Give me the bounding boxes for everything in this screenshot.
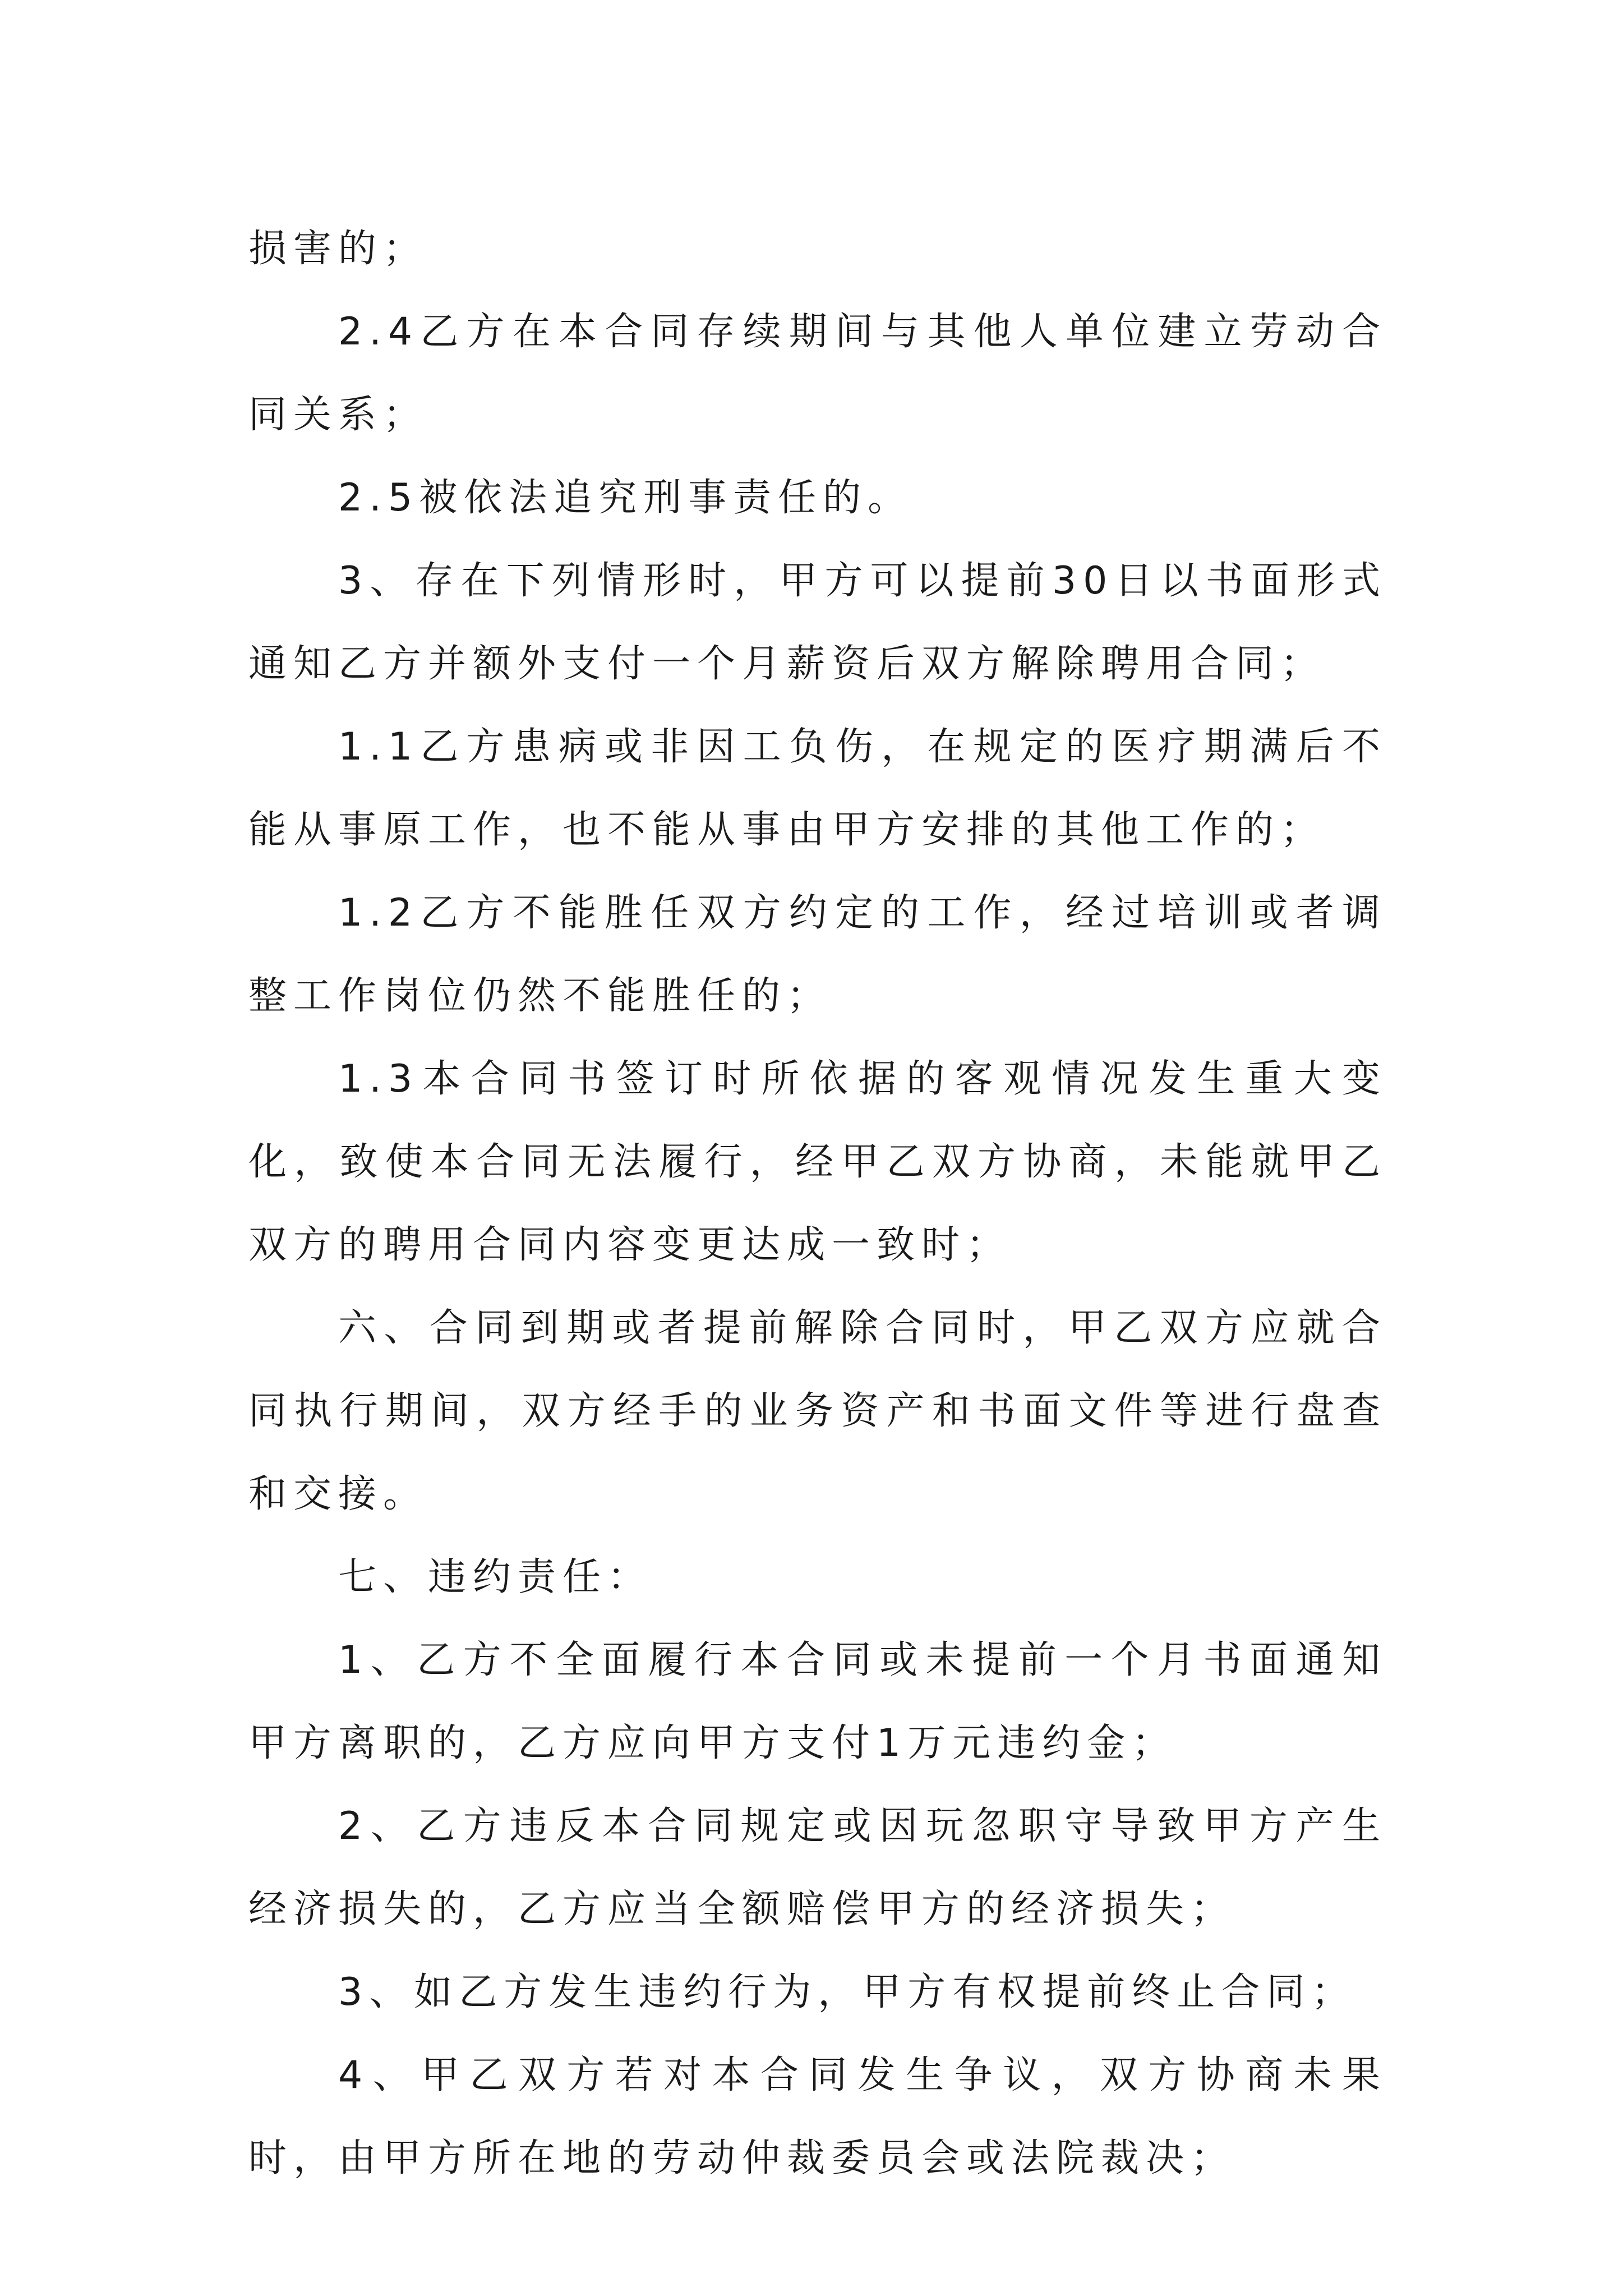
liability-4: 4、甲乙双方若对本合同发生争议，双方协商未果时，由甲方所在地的劳动仲裁委员会或法院裁决； [248,2053,1387,2180]
paragraph-continuation: 损害的； [248,227,428,271]
clause-2-4: 2.4乙方在本合同存续期间与其他人单位建立劳动合同关系； [248,310,1387,437]
section-7-heading: 七、违约责任： [338,1555,653,1599]
clause-1-3: 1.3本合同书签订时所依据的客观情况发生重大变化，致使本合同无法履行，经甲乙双方协商，未能就甲乙双方的聘用合同内容变更达成一致时； [248,1057,1387,1267]
clause-2-5: 2.5被依法追究刑事责任的。 [338,476,913,520]
liability-1: 1、乙方不全面履行本合同或未提前一个月书面通知甲方离职的，乙方应向甲方支付1万元违约金； [248,1638,1387,1765]
document-body [248,208,1387,2200]
liability-3: 3、如乙方发生违约行为，甲方有权提前终止合同； [338,1970,1357,2014]
liability-2: 2、乙方违反本合同规定或因玩忽职守导致甲方产生经济损失的，乙方应当全额赔偿甲方的经济损失； [248,1804,1387,1931]
section-6: 六、合同到期或者提前解除合同时，甲乙双方应就合同执行期间，双方经手的业务资产和书面文件等进行盘查和交接。 [248,1306,1387,1516]
clause-1-1: 1.1乙方患病或非因工负伤，在规定的医疗期满后不能从事原工作，也不能从事由甲方安排的其他工作的； [248,725,1387,852]
clause-3: 3、存在下列情形时，甲方可以提前30日以书面形式通知乙方并额外支付一个月薪资后双方解除聘用合同； [248,559,1387,686]
clause-1-2: 1.2乙方不能胜任双方约定的工作，经过培训或者调整工作岗位仍然不能胜任的； [248,891,1387,1018]
